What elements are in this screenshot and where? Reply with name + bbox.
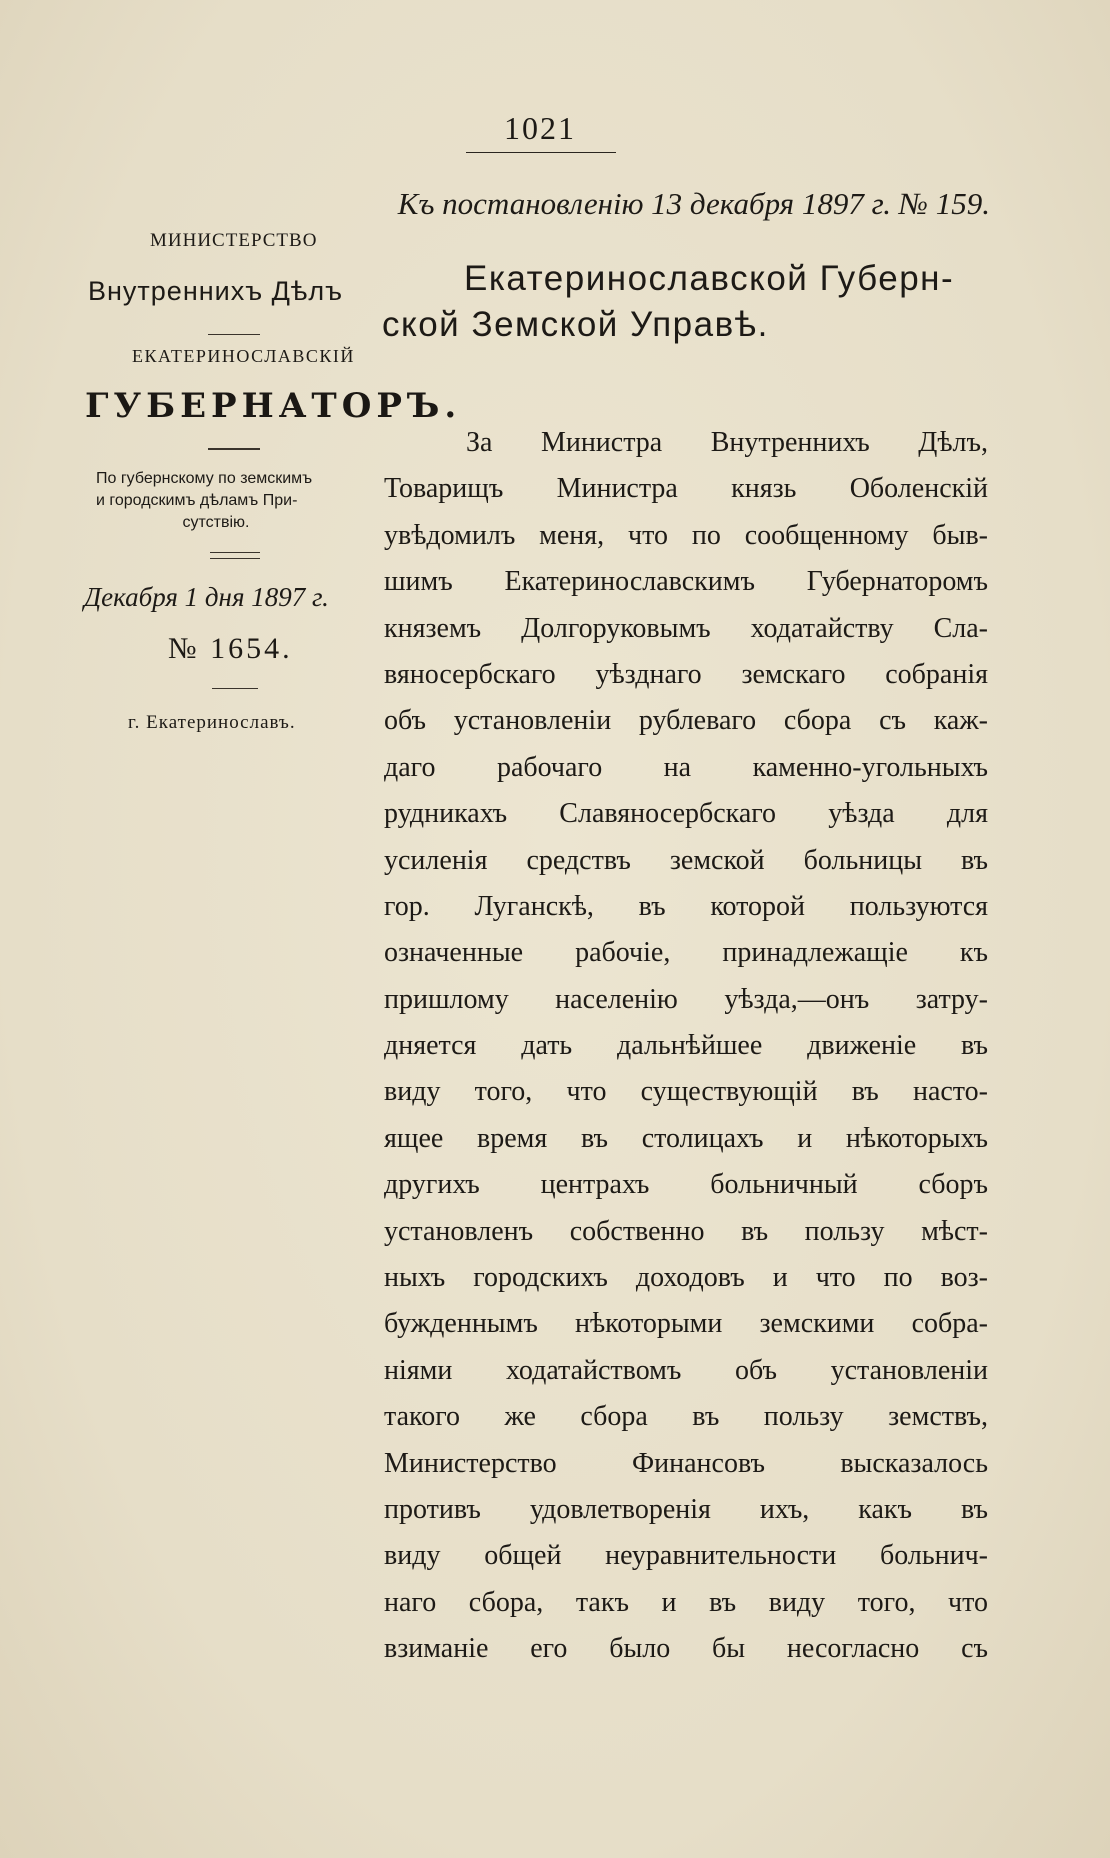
body-line: шимъ Екатеринославскимъ Губернаторомъ (384, 566, 988, 598)
addressee-line: ской Земской Управѣ. (382, 305, 769, 344)
document-date: Декабря 1 дня 1897 г. (84, 582, 329, 612)
ministry-heading: МИНИСТЕРСТВО (150, 230, 318, 251)
body-line: даго рабочаго на каменно-угольныхъ (384, 751, 988, 783)
resolution-annotation: Къ постановленію 13 декабря 1897 г. № 159. (397, 186, 990, 221)
body-line: ящее время въ столицахъ и нѣкоторыхъ (384, 1122, 988, 1154)
body-line: объ установленіи рублеваго сбора съ каж- (384, 705, 988, 737)
body-line: увѣдомилъ меня, что по сообщенному быв- (384, 519, 988, 551)
divider (212, 688, 258, 689)
double-divider (210, 552, 260, 559)
document-city: г. Екатеринославъ. (128, 712, 296, 733)
body-line: За Министра Внутреннихъ Дѣлъ, (466, 427, 988, 458)
body-line: установленъ собственно въ пользу мѣст- (384, 1215, 988, 1247)
ministry-name: Внутреннихъ Дѣлъ (88, 276, 344, 306)
document-number: № 1654. (168, 632, 293, 665)
presence-line: и городскимъ дѣламъ При- (96, 492, 298, 509)
governorate-heading: ЕКАТЕРИНОСЛАВСКІЙ (132, 346, 355, 366)
body-line: пришлому населенію уѣзда,—онъ затру- (384, 983, 988, 1015)
body-line: Товарищъ Министра князь Оболенскій (384, 473, 988, 505)
body-line: ніями ходатайствомъ объ установленіи (384, 1354, 988, 1386)
body-line: вяносербскаго уѣзднаго земскаго собранія (384, 658, 988, 690)
page-number-rule (466, 152, 616, 153)
page-number: 1021 (504, 110, 576, 146)
presence-label (96, 468, 396, 534)
body-line: ныхъ городскихъ доходовъ и что по воз- (384, 1262, 988, 1294)
body-line: взиманіе его было бы несогласно съ (384, 1633, 988, 1665)
presence-line: сутствію. (182, 514, 250, 531)
body-line: виду того, что существующій въ насто- (384, 1076, 988, 1108)
body-line: гор. Луганскѣ, въ которой пользуются (384, 890, 988, 922)
body-line: дняется дать дальнѣйшее движеніе въ (384, 1030, 988, 1062)
body-line: княземъ Долгоруковымъ ходатайству Сла- (384, 612, 988, 644)
body-line: виду общей неуравнительности больнич- (384, 1540, 988, 1572)
body-line: наго сбора, такъ и въ виду того, что (384, 1586, 988, 1618)
divider (208, 334, 260, 335)
body-line: такого же сбора въ пользу земствъ, (384, 1401, 988, 1433)
body-line: противъ удовлетворенія ихъ, какъ въ (384, 1493, 988, 1525)
body-line: усиленія средствъ земской больницы въ (384, 844, 988, 876)
governor-heading: ГУБЕРНАТОРЪ. (85, 386, 462, 426)
body-line: Министерство Финансовъ высказалось (384, 1447, 988, 1479)
addressee-line: Екатеринославской Губерн- (464, 259, 955, 298)
body-line: означенные рабочіе, принадлежащіе къ (384, 937, 988, 969)
divider (208, 448, 260, 450)
letter-body (384, 420, 988, 1673)
body-line: рудникахъ Славяносербскаго уѣзда для (384, 798, 988, 830)
presence-line: По губернскому по земскимъ (96, 470, 313, 487)
addressee (382, 256, 1002, 348)
body-line: бужденнымъ нѣкоторыми земскими собра- (384, 1308, 988, 1340)
body-line: другихъ центрахъ больничный сборъ (384, 1169, 988, 1201)
